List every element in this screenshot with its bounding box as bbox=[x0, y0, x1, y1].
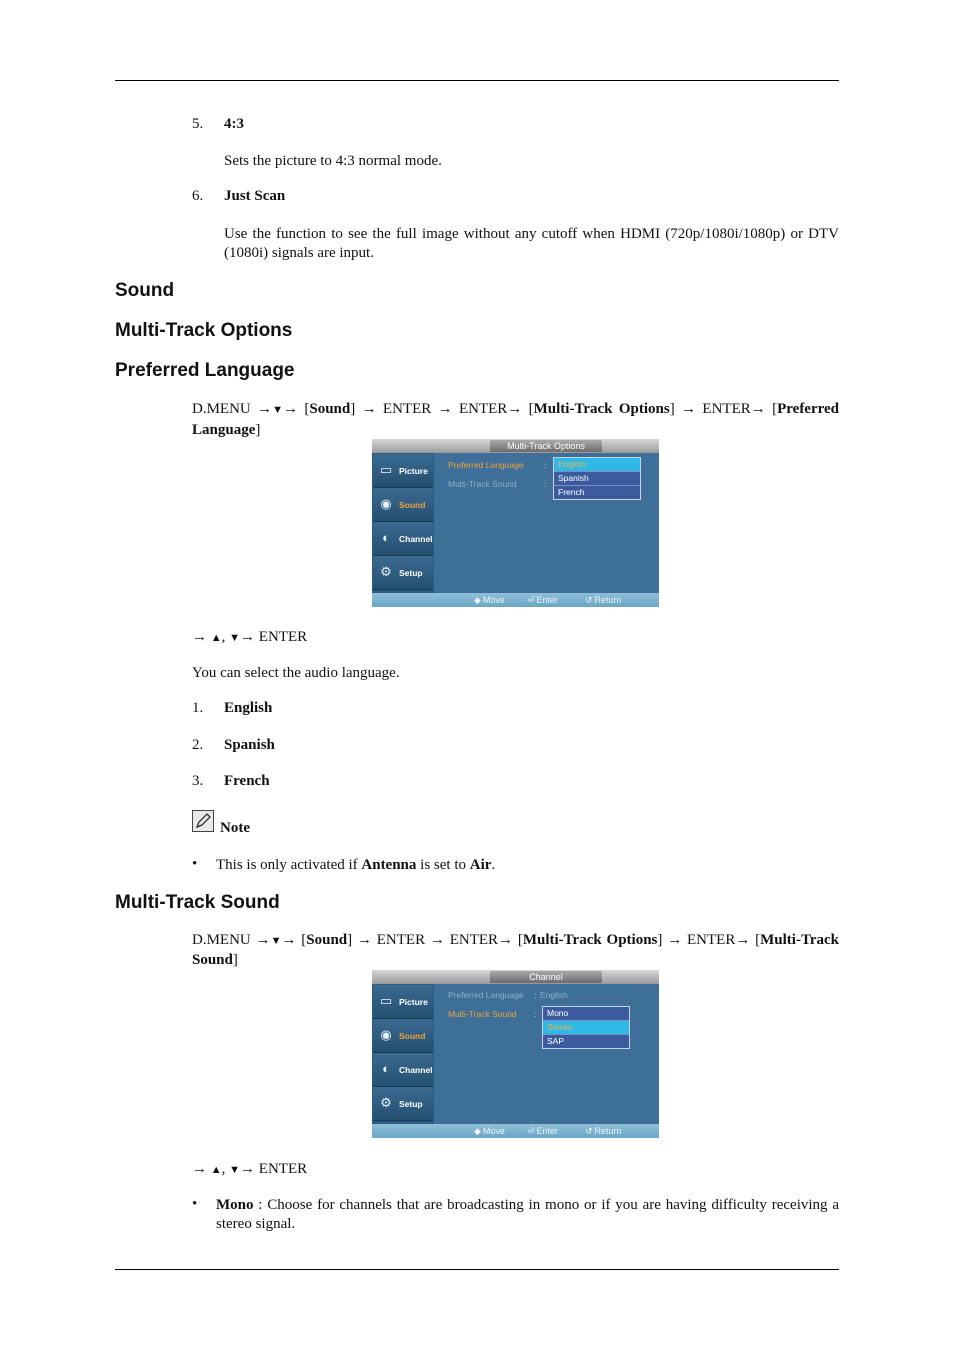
osd-title: Multi-Track Options bbox=[490, 440, 602, 452]
pencil-icon bbox=[193, 811, 213, 831]
language-french: French bbox=[224, 773, 270, 789]
picture-icon: ▭ bbox=[379, 462, 393, 477]
osd-option-mono[interactable]: Mono bbox=[543, 1007, 629, 1021]
heading-multi-track-sound: Multi-Track Sound bbox=[115, 892, 280, 913]
heading-sound: Sound bbox=[115, 280, 175, 301]
nav-instruction: → ▲, ▼→ ENTER bbox=[192, 627, 839, 648]
list-number: 2. bbox=[192, 737, 204, 753]
item-title-4-3: 4:3 bbox=[224, 116, 244, 132]
osd-screen-preferred-language bbox=[372, 439, 659, 607]
osd-sidebar-item-sound[interactable]: ◉ Sound bbox=[373, 1019, 433, 1053]
osd-option-english[interactable]: English bbox=[554, 458, 640, 472]
osd-content bbox=[434, 453, 659, 593]
osd-row-preferred-language[interactable]: Preferred Language bbox=[448, 990, 524, 1000]
osd-title: Channel bbox=[490, 971, 602, 983]
list-number: 3. bbox=[192, 773, 204, 789]
down-arrow-icon: ▼ bbox=[272, 404, 283, 416]
down-arrow-icon: ▼ bbox=[229, 632, 241, 644]
language-spanish: Spanish bbox=[224, 737, 275, 753]
picture-icon: ▭ bbox=[379, 993, 393, 1008]
return-icon: ↺ bbox=[585, 595, 593, 605]
menu-path-preferred-language: D.MENU →▼→ [Sound] → ENTER → ENTER→ [Multi-Track Options] → ENTER→ [Preferred Language] bbox=[192, 401, 840, 438]
osd-option-stereo[interactable]: Stereo bbox=[543, 1021, 629, 1035]
language-english: English bbox=[224, 700, 273, 716]
osd-colon: : bbox=[534, 990, 537, 1000]
osd-hint-return: ↺ Return bbox=[585, 595, 622, 605]
down-arrow-icon: ▼ bbox=[229, 1164, 241, 1176]
note-text: This is only activated if Antenna is set to Air. bbox=[216, 857, 496, 873]
bullet: • bbox=[192, 1196, 198, 1212]
osd-title-bar bbox=[372, 439, 659, 453]
osd-hint-enter: ⏎ Enter bbox=[527, 595, 559, 605]
osd-sidebar-item-setup[interactable]: ⚙ Setup bbox=[373, 556, 433, 590]
osd-sidebar bbox=[372, 453, 434, 593]
speaker-icon: ◉ bbox=[380, 496, 392, 511]
satellite-dish-icon: ◐ bbox=[382, 530, 390, 545]
move-icon: ◆ bbox=[474, 595, 481, 605]
bullet: • bbox=[192, 856, 198, 872]
item-description: Sets the picture to 4:3 normal mode. bbox=[224, 153, 442, 169]
speaker-icon: ◉ bbox=[380, 1027, 392, 1042]
down-arrow-icon: ▼ bbox=[270, 935, 282, 947]
osd-row-value: English bbox=[540, 990, 568, 1000]
osd-sidebar-item-sound[interactable]: ◉ Sound bbox=[373, 488, 433, 522]
bottom-rule bbox=[115, 1269, 839, 1270]
osd-dropdown-sound-modes[interactable] bbox=[542, 1006, 630, 1049]
osd-sidebar-item-setup[interactable]: ⚙ Setup bbox=[373, 1087, 433, 1121]
osd-option-spanish[interactable]: Spanish bbox=[554, 472, 640, 486]
item-number: 6. bbox=[192, 188, 204, 204]
osd-title-bar bbox=[372, 970, 659, 984]
heading-multi-track-options: Multi-Track Options bbox=[115, 320, 293, 341]
osd-hint-enter: ⏎ Enter bbox=[527, 1126, 559, 1136]
gear-icon: ⚙ bbox=[380, 1095, 392, 1110]
item-description: Use the function to see the full image without any cutoff when HDMI (720p/1080i/1080p) or DTV (1080i) signals are input. bbox=[224, 226, 839, 261]
up-arrow-icon: ▲ bbox=[210, 1164, 222, 1176]
satellite-dish-icon: ◐ bbox=[382, 1061, 390, 1076]
osd-sidebar bbox=[372, 984, 434, 1124]
osd-hint-bar bbox=[372, 593, 659, 607]
osd-sidebar-item-channel[interactable]: ◐ Channel bbox=[373, 1053, 433, 1087]
osd-colon: : bbox=[544, 479, 547, 489]
list-number: 1. bbox=[192, 700, 204, 716]
osd-sidebar-item-channel[interactable]: ◐ Channel bbox=[373, 522, 433, 556]
osd-colon: : bbox=[544, 460, 547, 470]
osd-content bbox=[434, 984, 659, 1124]
osd-hint-bar bbox=[372, 1124, 659, 1138]
select-language-text: You can select the audio language. bbox=[192, 665, 400, 681]
osd-colon: : bbox=[534, 1009, 537, 1019]
osd-row-preferred-language[interactable]: Preferred Language bbox=[448, 460, 524, 470]
osd-row-multi-track-sound[interactable]: Multi-Track Sound bbox=[448, 1009, 517, 1019]
enter-icon: ⏎ bbox=[527, 1126, 535, 1136]
enter-icon: ⏎ bbox=[527, 595, 535, 605]
osd-sidebar-item-picture[interactable]: ▭ Picture bbox=[373, 454, 433, 488]
osd-row-multi-track-sound[interactable]: Multi-Track Sound bbox=[448, 479, 517, 489]
top-rule bbox=[115, 80, 839, 81]
mono-description: Mono : Choose for channels that are broadcasting in mono or if you are having difficulty receiving a stereo signal. bbox=[216, 1197, 839, 1232]
osd-option-sap[interactable]: SAP bbox=[547, 1036, 565, 1046]
osd-hint-move: ◆ Move bbox=[474, 595, 505, 605]
nav-instruction: → ▲, ▼→ ENTER bbox=[192, 1159, 839, 1180]
note-label: Note bbox=[220, 820, 250, 836]
move-icon: ◆ bbox=[474, 1126, 481, 1136]
osd-screen-multi-track-sound bbox=[372, 970, 659, 1138]
menu-path-multi-track-sound: D.MENU →▼→ [Sound] → ENTER → ENTER→ [Multi-Track Options] → ENTER→ [Multi-Track Sound] bbox=[192, 932, 840, 968]
osd-hint-move: ◆ Move bbox=[474, 1126, 505, 1136]
up-arrow-icon: ▲ bbox=[210, 632, 222, 644]
gear-icon: ⚙ bbox=[380, 564, 392, 579]
heading-preferred-language: Preferred Language bbox=[115, 360, 295, 381]
osd-sidebar-item-picture[interactable]: ▭ Picture bbox=[373, 985, 433, 1019]
note-icon bbox=[192, 810, 214, 832]
item-title-just-scan: Just Scan bbox=[224, 188, 286, 204]
osd-dropdown-languages[interactable] bbox=[553, 457, 641, 500]
osd-hint-return: ↺ Return bbox=[585, 1126, 622, 1136]
osd-option-french[interactable]: French bbox=[558, 487, 585, 497]
item-number: 5. bbox=[192, 116, 204, 132]
return-icon: ↺ bbox=[585, 1126, 593, 1136]
